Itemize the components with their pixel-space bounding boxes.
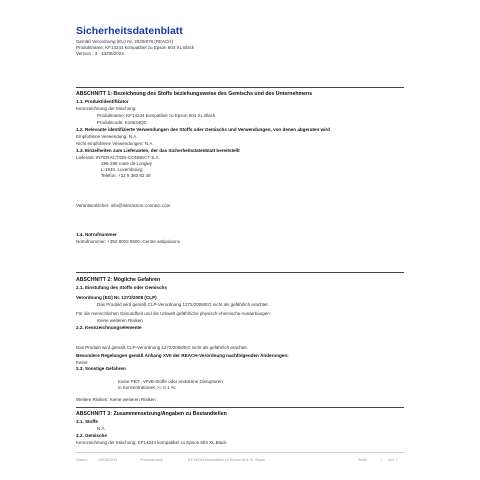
phone-line: Telefon: +32 9 380 82 48	[101, 173, 151, 178]
document-title: Sicherheitsdatenblatt	[76, 25, 183, 37]
mixture-line: Kennzeichnung der Mischung: KF14244 kompatibel zu Epson 604 XL Black	[76, 440, 227, 445]
subsection-3-1: 3.1. Stoffe	[76, 419, 98, 424]
footer-product-label: Produktname	[140, 457, 164, 462]
footer-divider	[76, 452, 404, 453]
footer-product-value: KF14244 kompatibel zu Epson 604 XL Black	[188, 457, 265, 462]
further-risks: Weitere Risiken: Keine weiteren Risiken	[76, 397, 156, 402]
special-rules: Besondere Regelungen gemäß Anhang XVII der REACH-Verordnung nachfolgenden Änderungen:	[76, 353, 289, 358]
clp-heading: Verordnung (EG) Nr. 1272/2008 (CLP)	[76, 295, 157, 300]
divider-line	[76, 272, 404, 273]
footer-date-label: Datum	[76, 457, 88, 462]
section-3-heading: ABSCHNITT 3: Zusammensetzung/Angaben zu Bestandteilen	[76, 411, 227, 417]
footer-page-label: Seite	[358, 457, 367, 462]
section-2-heading: ABSCHNITT 2: Mögliche Gefahren	[76, 277, 161, 283]
subsection-1-4: 1.4. Notrufnummer	[76, 232, 117, 237]
subsection-3-2: 3.2. Gemische	[76, 433, 107, 438]
supplier-line: Lieferant: INTERACTION-CONNECT S.A	[76, 155, 159, 160]
pbt-line-2: in Konzentrationen >= 0.1 %:	[118, 385, 177, 390]
subsection-2-3: 2.3. Sonstige Gefahren	[76, 366, 126, 371]
regulation-line: Gemäß Verordnung (EU) Nr. 2020/878 (REACH)	[76, 39, 174, 44]
footer-page-value: von 7	[388, 457, 398, 462]
section-1-heading: ABSCHNITT 1: Bezeichnung des Stoffs beziehungsweise des Gemischs und des Unternehmens	[76, 91, 313, 97]
subsection-1-2: 1.2. Relevante identifizierte Verwendungen des Stoffs oder Gemischs und Verwendungen, von denen abgeraten wird	[76, 127, 330, 132]
recommended-use: Empfohlene Verwendung: N.A.	[76, 134, 138, 139]
product-code-line: Produktcode: K10634QC	[97, 120, 148, 125]
clp-text: Das Produkt wird gemäß CLP-Verordnung 1272/2008/EG nicht als gefährlich erachtet.	[97, 302, 269, 307]
header-version: Version : 3 - 13/06/2024	[76, 51, 124, 56]
subsection-1-1: 1.1. Produktidentifikator	[76, 99, 129, 104]
footer-date-value: 13/06/2024	[98, 457, 118, 462]
header-product-name: Produktname: KF14244 kompatibel zu Epson 604 XL Black	[76, 45, 195, 50]
not-recommended-use: Nicht empfohlene Verwendungen: N.A.	[76, 141, 154, 146]
subsection-2-2: 2.2. Kennzeichnungselemente	[76, 325, 142, 330]
substances-na: N.A.	[97, 426, 106, 431]
effects-label: Für die menschlichen Gesundheit und die Umwelt gefährliche physisch-chemische Auswirkungen:	[76, 311, 271, 316]
not-hazardous-text: Das Produkt wird gemäß CLP-Verordnung 1272/2008/EG nicht als gefährlich erachtet.	[76, 345, 248, 350]
no-risks: Keine weiteren Risiken	[97, 318, 143, 323]
subsection-1-3: 1.3. Einzelheiten zum Lieferanten, der das Sicherheitsdatenblatt bereitstellt	[76, 148, 240, 153]
responsible-contact: Verantwortlicher: info@interaction-connect.com	[76, 203, 171, 208]
marking-label: Kennzeichnung der Mischung:	[76, 106, 137, 111]
special-rules-none: Keine	[76, 360, 88, 365]
address-line-1: 296-298 route de Longwy	[101, 161, 153, 166]
subsection-2-1: 2.1. Einstufung des Stoffs oder Gemischs	[76, 285, 167, 290]
pbt-line-1: Keine PBT-, vPvB-Stoffe oder endokrine Disruptoren	[118, 379, 223, 384]
divider-line	[76, 87, 404, 88]
product-name-line: Produktname: KF14244 kompatibel zu Epson 604 XL Black	[97, 113, 216, 118]
footer-page-separator: |	[381, 457, 383, 462]
address-line-2: L-1940, Luxembourg	[101, 167, 143, 172]
divider-line	[76, 407, 404, 408]
emergency-number: Notrufnummer: +352 8002 5500, Centre antipoisons	[76, 239, 180, 244]
